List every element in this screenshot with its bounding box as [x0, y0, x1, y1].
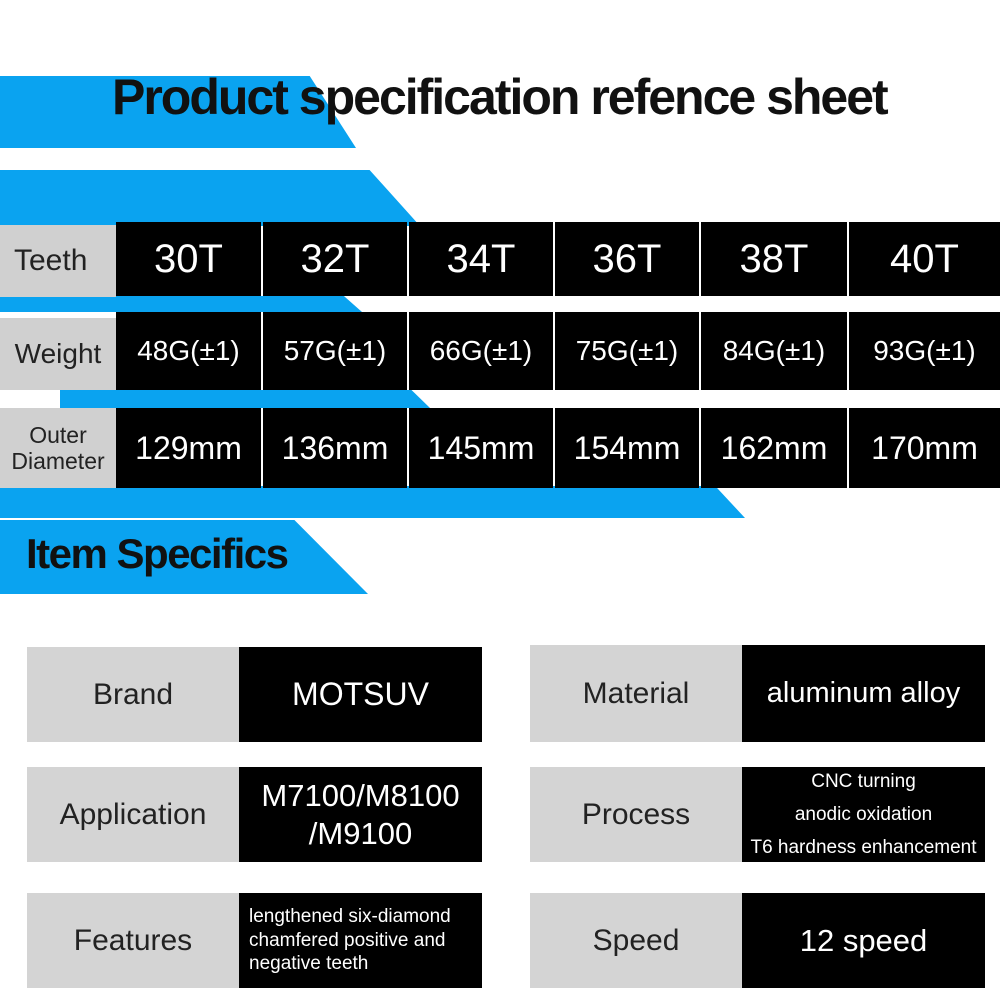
weight-cell-32t: 57G(±1)	[263, 312, 407, 390]
teeth-cell-38t: 38T	[701, 222, 847, 296]
weight-cell-40t: 93G(±1)	[849, 312, 1000, 390]
process-value: CNC turning anodic oxidation T6 hardness enhancement	[742, 767, 985, 862]
diameter-cell-36t: 154mm	[555, 408, 699, 488]
application-label: Application	[27, 767, 239, 862]
material-value: aluminum alloy	[742, 645, 985, 742]
features-label: Features	[27, 893, 239, 988]
blue-stripe-2	[0, 170, 420, 226]
row-label-weight: Weight	[0, 318, 116, 390]
page-title: Product specification refence sheet	[112, 69, 887, 125]
teeth-cell-36t: 36T	[555, 222, 699, 296]
row-label-outer-diameter: Outer Diameter	[0, 408, 116, 488]
speed-label: Speed	[530, 893, 742, 988]
blue-stripe-4	[60, 390, 430, 408]
weight-cell-34t: 66G(±1)	[409, 312, 553, 390]
diameter-cell-32t: 136mm	[263, 408, 407, 488]
teeth-cell-40t: 40T	[849, 222, 1000, 296]
diameter-cell-34t: 145mm	[409, 408, 553, 488]
weight-cell-36t: 75G(±1)	[555, 312, 699, 390]
teeth-cell-34t: 34T	[409, 222, 553, 296]
brand-label: Brand	[27, 647, 239, 742]
application-value: M7100/M8100 /M9100	[239, 767, 482, 862]
blue-stripe-3	[0, 296, 362, 312]
item-specifics-title: Item Specifics	[26, 530, 288, 577]
row-label-teeth: Teeth	[0, 225, 116, 297]
diameter-cell-30t: 129mm	[116, 408, 261, 488]
diameter-cell-38t: 162mm	[701, 408, 847, 488]
speed-value: 12 speed	[742, 893, 985, 988]
material-label: Material	[530, 645, 742, 742]
weight-cell-38t: 84G(±1)	[701, 312, 847, 390]
teeth-cell-32t: 32T	[263, 222, 407, 296]
features-value: lengthened six-diamond chamfered positive and negative teeth	[239, 893, 482, 988]
diameter-cell-40t: 170mm	[849, 408, 1000, 488]
process-label: Process	[530, 767, 742, 862]
weight-cell-30t: 48G(±1)	[116, 312, 261, 390]
teeth-cell-30t: 30T	[116, 222, 261, 296]
brand-value: MOTSUV	[239, 647, 482, 742]
blue-stripe-5	[0, 486, 745, 518]
